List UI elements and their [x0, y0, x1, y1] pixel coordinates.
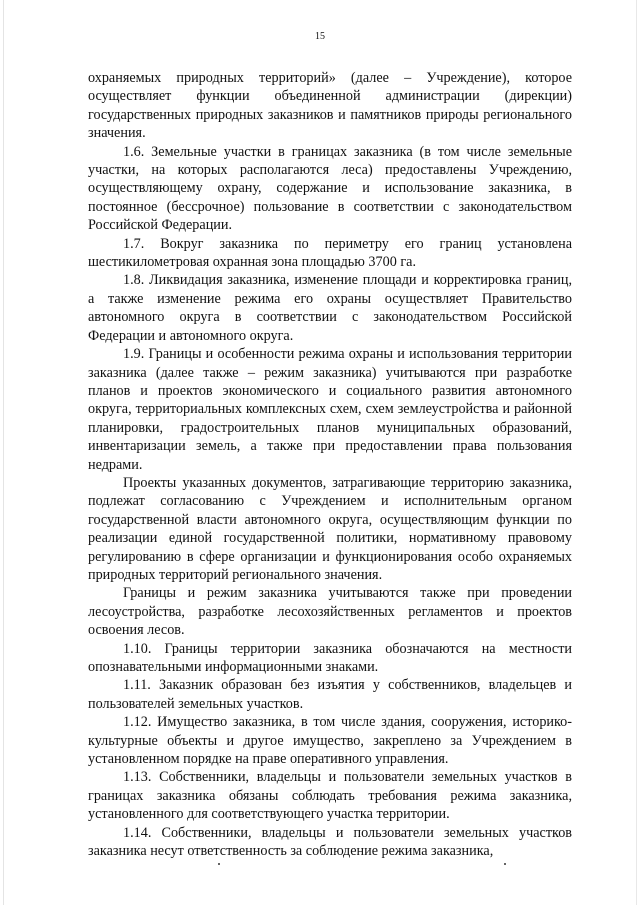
paragraph-1-7: 1.7. Вокруг заказника по периметру его границ установлена шестикилометровая охранная зона площадью 3700 га. — [88, 235, 572, 271]
paragraph-1-8: 1.8. Ликвидация заказника, изменение площади и корректировка границ, а также изменение режима его охраны осуществляет Правительство автономного округа в соответствии с законодательством Российской Федерации и автономного округа. — [88, 272, 572, 344]
paragraph-continuation: охраняемых природных территорий» (далее – Учреждение), которое осуществляет функции объединенной администрации (дирекции) государственных природных заказников и памятников природы регионального значения. — [88, 70, 572, 142]
scan-speck-left — [218, 863, 220, 865]
scan-edge-left — [3, 0, 4, 905]
paragraph-1-11: 1.11. Заказник образован без изъятия у собственников, владельцев и пользователей земельных участков. — [88, 677, 572, 712]
page-number: 15 — [315, 31, 325, 42]
document-body — [88, 69, 572, 860]
paragraph-projects: Проекты указанных документов, затрагивающие территорию заказника, подлежат согласованию с Учреждением и исполнительным органом государственной власти автономного округа, осуществляющим функции по реализации единой государственной политики, нормативному правовому регулированию в сфере организации и функционирования особо охраняемых природных территорий регионального значения. — [88, 474, 572, 583]
scan-speck-right — [504, 863, 506, 865]
scan-edge-right — [636, 0, 637, 905]
paragraph-1-12: 1.12. Имущество заказника, в том числе здания, сооружения, историко-культурные объекты и другое имущество, закреплено за Учреждением в установленном порядке на праве оперативного управления. — [88, 714, 572, 768]
paragraph-1-6: 1.6. Земельные участки в границах заказника (в том числе земельные участки, на которых располагаются леса) предоставлены Учреждению, осуществляющему охрану, содержание и использование заказника, в постоянное (бессрочное) пользование в соответствии с законодательством Российской Федерации. — [88, 143, 572, 234]
paragraph-1-14: 1.14. Собственники, владельцы и пользователи земельных участков заказника несут ответственность за соблюдение режима заказника, — [88, 824, 572, 860]
paragraph-1-13: 1.13. Собственники, владельцы и пользователи земельных участков в границах заказника обязаны соблюдать требования режима заказника, установленного для соответствующего участка территории. — [88, 769, 572, 823]
paragraph-1-10: 1.10. Границы территории заказника обозначаются на местности опознавательными информационными знаками. — [88, 640, 572, 675]
paragraph-1-9: 1.9. Границы и особенности режима охраны и использования территории заказника (далее также – режим заказника) учитываются при разработке планов и проектов экономического и социального развития автономного округа, территориальных комплексных схем, схем землеустройства и районной планировки, градостроительных планов муниципальных образований, инвентаризации земель, а также при предоставлении права пользования недрами. — [88, 346, 572, 473]
paragraph-boundaries: Границы и режим заказника учитываются также при проведении лесоустройства, разработке лесохозяйственных регламентов и проектов освоения лесов. — [88, 585, 572, 639]
